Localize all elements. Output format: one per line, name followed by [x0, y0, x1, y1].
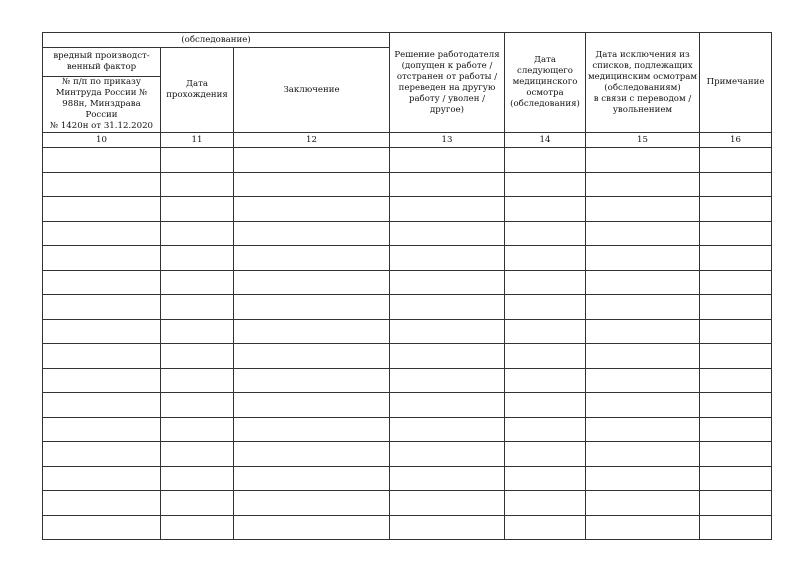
table-cell-col-12[interactable]	[234, 442, 390, 467]
table-cell-col-16[interactable]	[700, 491, 772, 516]
table-cell-col-15[interactable]	[586, 197, 700, 222]
table-cell-col-16[interactable]	[700, 270, 772, 295]
table-cell-col-11[interactable]	[161, 246, 234, 271]
table-cell-col-10[interactable]	[43, 319, 161, 344]
table-cell-col-13[interactable]	[390, 515, 505, 540]
table-cell-col-10[interactable]	[43, 515, 161, 540]
table-cell-col-13[interactable]	[390, 368, 505, 393]
table-cell-col-13[interactable]	[390, 466, 505, 491]
table-cell-col-12[interactable]	[234, 148, 390, 173]
table-cell-col-14[interactable]	[505, 148, 586, 173]
table-row	[43, 368, 772, 393]
table-cell-col-14[interactable]	[505, 442, 586, 467]
table-cell-col-16[interactable]	[700, 515, 772, 540]
medical-exam-register-table	[42, 32, 772, 540]
table-cell-col-13[interactable]	[390, 393, 505, 418]
table-cell-col-16[interactable]	[700, 442, 772, 467]
column-number-15: 15	[586, 133, 700, 148]
table-cell-col-13[interactable]	[390, 197, 505, 222]
table-cell-col-15[interactable]	[586, 270, 700, 295]
table-cell-col-12[interactable]	[234, 368, 390, 393]
table-cell-col-12[interactable]	[234, 246, 390, 271]
table-row	[43, 393, 772, 418]
column-number-14: 14	[505, 133, 586, 148]
header-hazard-factor: вредный производст- венный фактор	[43, 48, 161, 77]
table-cell-col-16[interactable]	[700, 319, 772, 344]
table-cell-col-14[interactable]	[505, 221, 586, 246]
table-cell-col-11[interactable]	[161, 148, 234, 173]
table-cell-col-14[interactable]	[505, 393, 586, 418]
table-cell-col-14[interactable]	[505, 197, 586, 222]
table-cell-col-15[interactable]	[586, 515, 700, 540]
table-cell-col-13[interactable]	[390, 246, 505, 271]
table-row	[43, 172, 772, 197]
table-cell-col-12[interactable]	[234, 270, 390, 295]
table-cell-col-10[interactable]	[43, 368, 161, 393]
table-row	[43, 246, 772, 271]
table-cell-col-15[interactable]	[586, 172, 700, 197]
table-row	[43, 466, 772, 491]
header-conclusion: Заключение	[234, 48, 390, 133]
table-cell-col-13[interactable]	[390, 221, 505, 246]
table-cell-col-12[interactable]	[234, 344, 390, 369]
table-row	[43, 270, 772, 295]
table-cell-col-10[interactable]	[43, 442, 161, 467]
table-cell-col-16[interactable]	[700, 466, 772, 491]
table-cell-col-13[interactable]	[390, 417, 505, 442]
table-cell-col-10[interactable]	[43, 344, 161, 369]
table-row	[43, 442, 772, 467]
table-cell-col-10[interactable]	[43, 246, 161, 271]
table-cell-col-10[interactable]	[43, 491, 161, 516]
column-number-10: 10	[43, 133, 161, 148]
table-cell-col-12[interactable]	[234, 393, 390, 418]
table-cell-col-16[interactable]	[700, 368, 772, 393]
table-cell-col-12[interactable]	[234, 295, 390, 320]
table-cell-col-15[interactable]	[586, 466, 700, 491]
table-cell-col-12[interactable]	[234, 319, 390, 344]
table-cell-col-11[interactable]	[161, 221, 234, 246]
table-cell-col-16[interactable]	[700, 393, 772, 418]
table-cell-col-15[interactable]	[586, 344, 700, 369]
table-cell-col-15[interactable]	[586, 319, 700, 344]
table-cell-col-13[interactable]	[390, 491, 505, 516]
table-cell-col-14[interactable]	[505, 172, 586, 197]
table-cell-col-11[interactable]	[161, 344, 234, 369]
table-row	[43, 197, 772, 222]
table-cell-col-11[interactable]	[161, 197, 234, 222]
table-cell-col-14[interactable]	[505, 246, 586, 271]
table-cell-col-10[interactable]	[43, 172, 161, 197]
table-cell-col-10[interactable]	[43, 197, 161, 222]
table-cell-col-11[interactable]	[161, 295, 234, 320]
table-cell-col-10[interactable]	[43, 270, 161, 295]
table-cell-col-14[interactable]	[505, 368, 586, 393]
table-cell-col-15[interactable]	[586, 246, 700, 271]
table-cell-col-10[interactable]	[43, 148, 161, 173]
table-row	[43, 295, 772, 320]
table-cell-col-14[interactable]	[505, 319, 586, 344]
table-cell-col-14[interactable]	[505, 270, 586, 295]
table-cell-col-10[interactable]	[43, 417, 161, 442]
table-cell-col-16[interactable]	[700, 417, 772, 442]
table-cell-col-12[interactable]	[234, 221, 390, 246]
table-cell-col-16[interactable]	[700, 221, 772, 246]
header-exam-date: Дата прохождения	[161, 48, 234, 133]
table-row	[43, 417, 772, 442]
table-cell-col-15[interactable]	[586, 393, 700, 418]
table-cell-col-12[interactable]	[234, 172, 390, 197]
table-cell-col-12[interactable]	[234, 197, 390, 222]
table-cell-col-14[interactable]	[505, 491, 586, 516]
table-cell-col-14[interactable]	[505, 344, 586, 369]
table-cell-col-11[interactable]	[161, 417, 234, 442]
table-cell-col-13[interactable]	[390, 172, 505, 197]
table-cell-col-12[interactable]	[234, 417, 390, 442]
table-cell-col-15[interactable]	[586, 491, 700, 516]
table-row	[43, 344, 772, 369]
table-cell-col-13[interactable]	[390, 344, 505, 369]
table-cell-col-15[interactable]	[586, 221, 700, 246]
table-row	[43, 221, 772, 246]
table-cell-col-15[interactable]	[586, 368, 700, 393]
header-order-reference: № п/п по приказу Минтруда России № 988н, Минздрава России № 1420н от 31.12.2020	[43, 77, 161, 133]
table-cell-col-14[interactable]	[505, 295, 586, 320]
table-cell-col-11[interactable]	[161, 466, 234, 491]
header-note: Примечание	[700, 33, 772, 133]
table-cell-col-13[interactable]	[390, 270, 505, 295]
table-cell-col-12[interactable]	[234, 466, 390, 491]
table-cell-col-10[interactable]	[43, 393, 161, 418]
table-cell-col-13[interactable]	[390, 295, 505, 320]
table-cell-col-11[interactable]	[161, 270, 234, 295]
table-cell-col-16[interactable]	[700, 197, 772, 222]
table-cell-col-11[interactable]	[161, 319, 234, 344]
table-cell-col-15[interactable]	[586, 442, 700, 467]
header-exclusion-date: Дата исключения из списков, подлежащих медицинским осмотрам (обследованиям) в связи с переводом / увольнением	[586, 33, 700, 133]
table-cell-col-11[interactable]	[161, 515, 234, 540]
table-cell-col-13[interactable]	[390, 319, 505, 344]
table-row	[43, 148, 772, 173]
table-cell-col-13[interactable]	[390, 148, 505, 173]
section-title-cell: (обследование)	[43, 33, 390, 48]
table-cell-col-16[interactable]	[700, 246, 772, 271]
table-cell-col-16[interactable]	[700, 344, 772, 369]
column-number-11: 11	[161, 133, 234, 148]
table-row	[43, 319, 772, 344]
table-cell-col-16[interactable]	[700, 295, 772, 320]
table-cell-col-14[interactable]	[505, 515, 586, 540]
table-cell-col-11[interactable]	[161, 491, 234, 516]
table-cell-col-16[interactable]	[700, 172, 772, 197]
header-employer-decision: Решение работодателя (допущен к работе / отстранен от работы / переведен на другую работу / уволен / другое)	[390, 33, 505, 133]
header-next-exam-date: Дата следующего медицинского осмотра (обследования)	[505, 33, 586, 133]
column-number-12: 12	[234, 133, 390, 148]
table-cell-col-10[interactable]	[43, 295, 161, 320]
column-number-16: 16	[700, 133, 772, 148]
column-number-13: 13	[390, 133, 505, 148]
table-cell-col-11[interactable]	[161, 368, 234, 393]
table-cell-col-13[interactable]	[390, 442, 505, 467]
table-cell-col-12[interactable]	[234, 515, 390, 540]
table-cell-col-11[interactable]	[161, 172, 234, 197]
table-cell-col-10[interactable]	[43, 466, 161, 491]
table-cell-col-14[interactable]	[505, 466, 586, 491]
table-cell-col-15[interactable]	[586, 148, 700, 173]
table-cell-col-15[interactable]	[586, 417, 700, 442]
table-cell-col-15[interactable]	[586, 295, 700, 320]
table-cell-col-16[interactable]	[700, 148, 772, 173]
table-cell-col-14[interactable]	[505, 417, 586, 442]
table-row	[43, 491, 772, 516]
table-row	[43, 515, 772, 540]
table-cell-col-12[interactable]	[234, 491, 390, 516]
table-cell-col-10[interactable]	[43, 221, 161, 246]
table-cell-col-11[interactable]	[161, 393, 234, 418]
table-cell-col-11[interactable]	[161, 442, 234, 467]
